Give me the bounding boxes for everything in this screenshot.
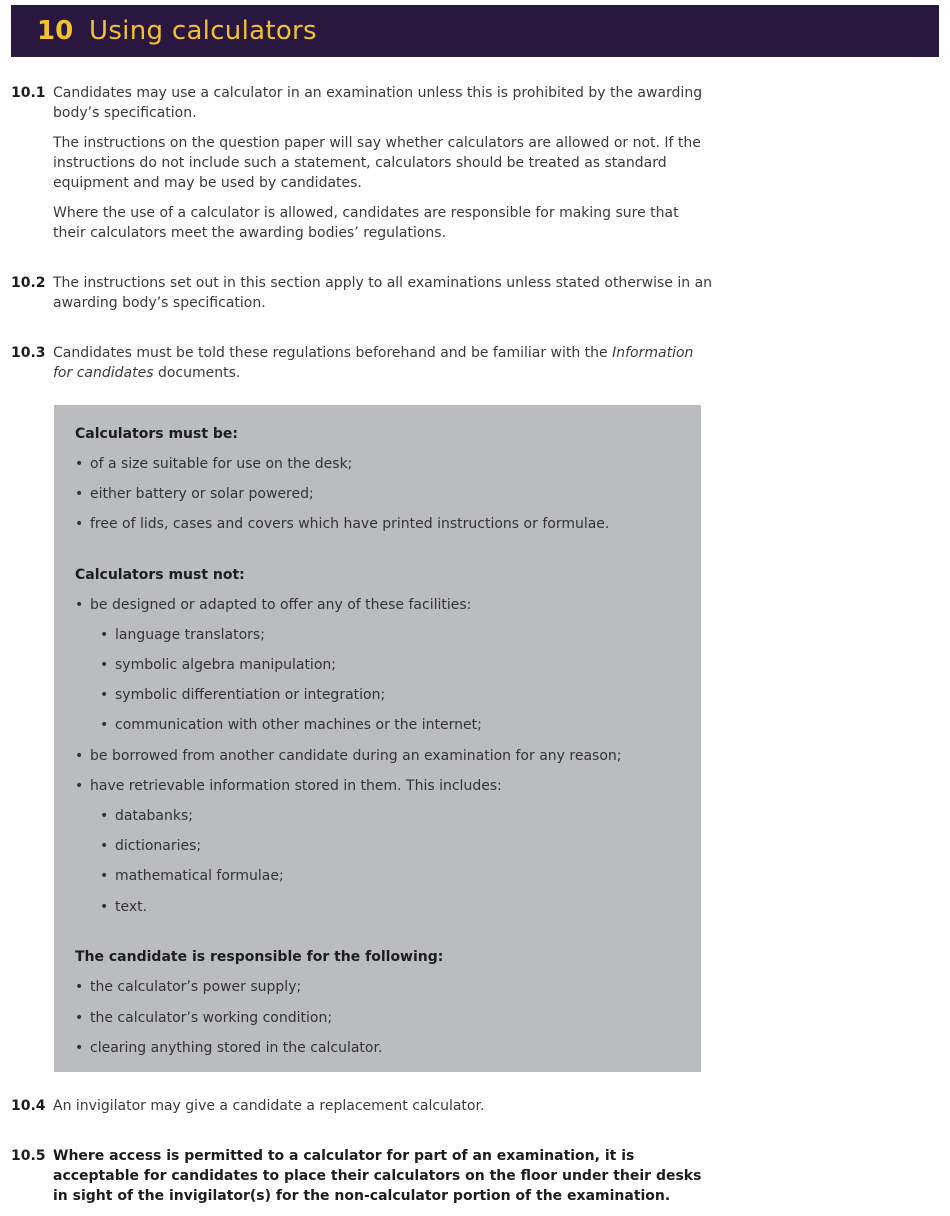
paragraph: Where the use of a calculator is allowed, candidates are responsible for making sure that their calculators meet the awarding bodies’ regulations. [53, 205, 679, 241]
sub-list-item: • symbolic algebra manipulation; [100, 657, 336, 673]
document-title-italic: Information for candidates [53, 345, 694, 381]
section-title: Using calculators [89, 16, 317, 46]
must-not-heading: Calculators must not: [75, 567, 245, 583]
list-item: • the calculator’s power supply; [75, 979, 302, 995]
section-number: 10 [37, 16, 74, 46]
sub-list-item: • databanks; [100, 808, 193, 824]
clause-number: 10.2 [11, 275, 46, 291]
clause-number: 10.1 [11, 85, 46, 101]
text-run: documents. [153, 365, 241, 381]
must-be-heading: Calculators must be: [75, 426, 239, 442]
list-item: • of a size suitable for use on the desk; [75, 456, 353, 472]
text-run: Candidates must be told these regulations beforehand and be familiar with the [53, 345, 613, 361]
clause-number: 10.3 [11, 345, 46, 361]
list-item: • be borrowed from another candidate during an examination for any reason; [75, 748, 622, 764]
sub-list-item: • symbolic differentiation or integration; [100, 687, 386, 703]
clause-number: 10.5 [11, 1148, 46, 1164]
calculator-rules-box [54, 405, 701, 1072]
list-item: • have retrievable information stored in them. This includes: [75, 778, 502, 794]
paragraph: Candidates may use a calculator in an examination unless this is prohibited by the awarding body’s specification. [53, 85, 703, 121]
responsible-heading: The candidate is responsible for the following: [75, 949, 444, 965]
paragraph: An invigilator may give a candidate a replacement calculator. [53, 1098, 485, 1114]
list-item: • free of lids, cases and covers which have printed instructions or formulae. [75, 516, 610, 532]
list-item: • clearing anything stored in the calculator. [75, 1040, 383, 1056]
list-item: • the calculator’s working condition; [75, 1010, 333, 1026]
list-item: • either battery or solar powered; [75, 486, 314, 502]
sub-list-item: • language translators; [100, 627, 265, 643]
sub-list-item: • dictionaries; [100, 838, 202, 854]
section-banner [11, 5, 939, 57]
paragraph: Where access is permitted to a calculator for part of an examination, it is acceptable for candidates to place their calculators on the floor under their desks in sight of the invigilator(s) for the non-calculator portion of the examination. [53, 1148, 702, 1204]
sub-list-item: • text. [100, 899, 148, 915]
paragraph [53, 343, 713, 383]
sub-list-item: • communication with other machines or the internet; [100, 717, 482, 733]
clause-number: 10.4 [11, 1098, 46, 1114]
sub-list-item: • mathematical formulae; [100, 868, 284, 884]
paragraph: The instructions set out in this section apply to all examinations unless stated otherwise in an awarding body’s specification. [53, 275, 713, 311]
paragraph: The instructions on the question paper will say whether calculators are allowed or not. If the instructions do not include such a statement, calculators should be treated as standard equipment and may be used by candidates. [53, 135, 701, 191]
list-item: • be designed or adapted to offer any of these facilities: [75, 597, 472, 613]
